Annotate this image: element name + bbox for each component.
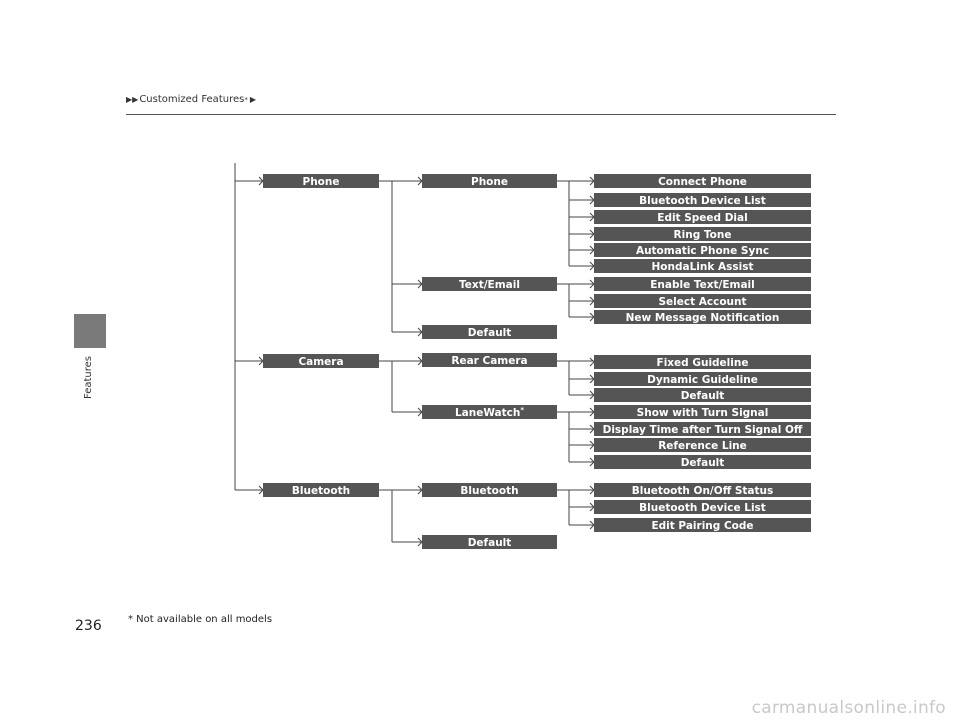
page-number: 236 bbox=[75, 618, 102, 634]
menu-label: Ring Tone bbox=[673, 229, 732, 241]
bluetooth-item bbox=[594, 483, 811, 497]
menu-label: Default bbox=[680, 390, 725, 402]
breadcrumb-asterisk: * bbox=[244, 95, 248, 104]
menu-label: HondaLink Assist bbox=[651, 261, 754, 273]
menu-label: Edit Pairing Code bbox=[651, 520, 754, 532]
menu-label: Automatic Phone Sync bbox=[635, 245, 770, 257]
menu-label: Camera bbox=[298, 356, 344, 368]
menu-label: LaneWatch* bbox=[454, 406, 525, 419]
menu-label: Connect Phone bbox=[658, 176, 747, 188]
bluetooth-menu-box bbox=[263, 483, 379, 497]
rear-camera-item bbox=[594, 372, 811, 386]
menu-label: Bluetooth Device List bbox=[639, 195, 766, 207]
watermark: carmanualsonline.info bbox=[751, 698, 946, 718]
phone-menu-box bbox=[263, 174, 379, 188]
breadcrumb-label: Customized Features bbox=[139, 94, 245, 105]
rear-camera-box bbox=[422, 353, 557, 367]
lanewatch-item bbox=[594, 438, 811, 452]
bluetooth-item bbox=[594, 518, 811, 532]
menu-label: Bluetooth bbox=[291, 485, 351, 497]
bluetooth-default-box bbox=[422, 535, 557, 549]
menu-label: Display Time after Turn Signal Off bbox=[602, 424, 803, 436]
menu-label: Text/Email bbox=[459, 279, 520, 291]
menu-label: Show with Turn Signal bbox=[636, 407, 769, 419]
phone-item bbox=[594, 193, 811, 207]
menu-label: Bluetooth bbox=[460, 485, 519, 497]
camera-menu-box bbox=[263, 354, 379, 368]
section-label: Features bbox=[83, 356, 94, 399]
phone-item bbox=[594, 174, 811, 188]
bluetooth-submenu-box bbox=[422, 483, 557, 497]
footnote: * Not available on all models bbox=[128, 614, 273, 625]
lanewatch-item bbox=[594, 405, 811, 419]
menu-label: Reference Line bbox=[658, 440, 747, 452]
triangle-right-icon: ▶▶ bbox=[126, 95, 139, 104]
phone-item bbox=[594, 227, 811, 241]
phone-default-box bbox=[422, 325, 557, 339]
lanewatch-item bbox=[594, 422, 811, 436]
text-email-item bbox=[594, 310, 811, 324]
menu-label: Phone bbox=[302, 176, 340, 188]
phone-submenu-box bbox=[422, 174, 557, 188]
menu-label: Bluetooth On/Off Status bbox=[631, 485, 774, 497]
menu-label: Bluetooth Device List bbox=[639, 502, 766, 514]
menu-label: Default bbox=[680, 457, 725, 469]
menu-label: Default bbox=[467, 537, 512, 549]
menu-label: Dynamic Guideline bbox=[647, 374, 758, 386]
menu-label: Edit Speed Dial bbox=[657, 212, 748, 224]
text-email-item bbox=[594, 277, 811, 291]
menu-label: Fixed Guideline bbox=[656, 357, 749, 369]
rear-camera-item bbox=[594, 355, 811, 369]
lanewatch-box bbox=[422, 405, 557, 419]
rear-camera-item bbox=[594, 388, 811, 402]
triangle-right-icon: ▶ bbox=[249, 95, 256, 104]
lanewatch-item bbox=[594, 455, 811, 469]
phone-item bbox=[594, 210, 811, 224]
text-email-item bbox=[594, 294, 811, 308]
menu-label: Default bbox=[467, 327, 512, 339]
menu-label: New Message Notification bbox=[625, 312, 780, 324]
menu-label: Select Account bbox=[658, 296, 747, 308]
arrow-icon bbox=[590, 358, 594, 366]
menu-label: Rear Camera bbox=[451, 355, 528, 367]
bluetooth-item bbox=[594, 500, 811, 514]
phone-item bbox=[594, 259, 811, 273]
menu-label: Phone bbox=[471, 176, 508, 188]
menu-label: Enable Text/Email bbox=[650, 279, 755, 291]
phone-item bbox=[594, 243, 811, 257]
text-email-box bbox=[422, 277, 557, 291]
